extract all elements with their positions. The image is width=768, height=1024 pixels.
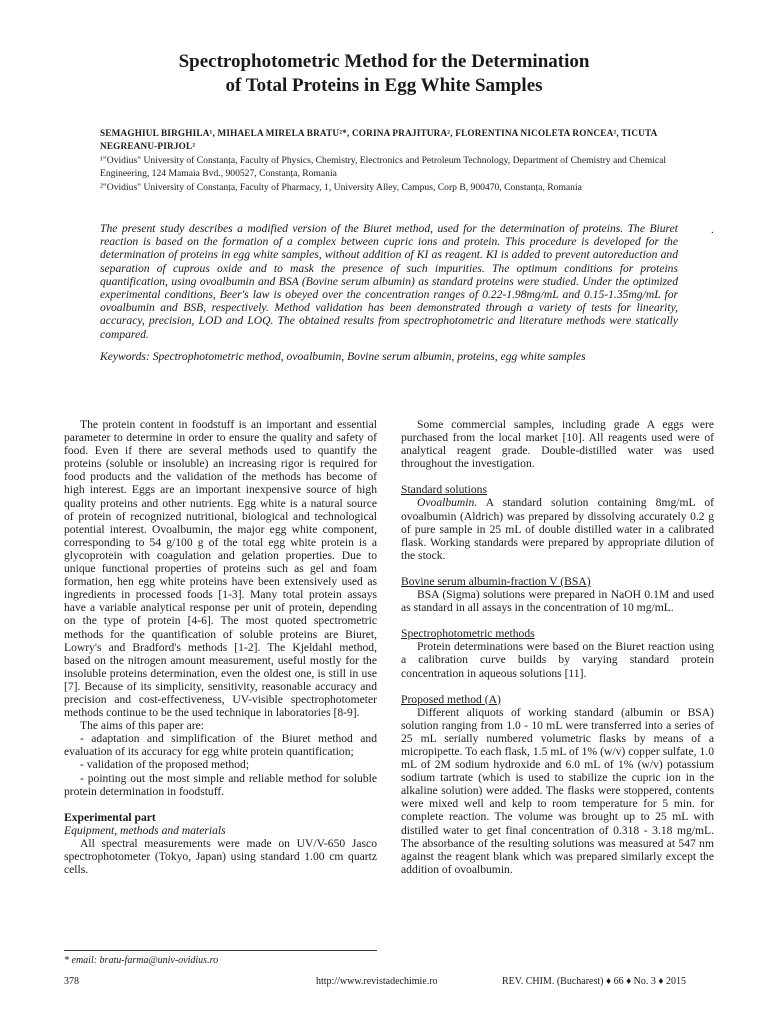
proposed-method-heading: Proposed method (A) — [401, 692, 501, 706]
intro-paragraph: The protein content in foodstuff is an important and essential parameter to determine in order to ensure the quality and safety of food. Even if there are several methods used to quantify the proteins (soluble or insoluble) an increasing rigor is required for food products and the validation of the methods has become of high interest. Eggs are an important inexpensive source of high quality proteins and other nutrients. Egg white is a natural source of protein of recognized nutritional, biological and technological potential interest. Ovoalbumin, the major egg white component, corresponding to 54 g/100 g of the total egg white protein is a glycoprotein with coagulation and gelation properties. Due to unique functional properties of proteins such as gel and foam formation, hen egg white proteins have been extensively used as ingredients in processed foods [1-3]. Many total protein assays have a variable analytical response per unit of protein, depending on the type of protein [4-6]. The most quoted spectrometric methods for the quantification of soluble proteins are Biuret, Lowry's and Bradford's methods [1-2]. The Kjeldahl method, based on the nitrogen amount measurement, useful mostly for the insoluble proteins determination, even the oldest one, is still in use [7]. Because of its simplicity, sensitivity, reasonable accuracy and precision and cost-effectiveness, UV-visible spectrophotometer methods continue to be the used technique in laboratories [8-9]. — [64, 418, 377, 720]
footnote-divider — [64, 950, 377, 951]
title-line-2: of Total Proteins in Egg White Samples — [225, 75, 543, 96]
footnote-email: * email: bratu-farma@univ-ovidius.ro — [64, 955, 219, 966]
aim-item-2: - validation of the proposed method; — [80, 758, 250, 772]
proposed-method-paragraph: Different aliquots of working standard (albumin or BSA) solution ranging from 1.0 - 10 mL were transferred into a series of 25 mL serially numbered volumetric flasks by means of a micropipette. To each flask, 1.5 mL of 1% (w/v) copper sulfate, 1.0 mL of 2M sodium hydroxide and 6.0 mL of 1% (w/v) potassium sodium tartrate (which is used to stabilize the cupric ion in the alkaline solution) were added. The flasks were stoppered, contents were mixed well and kelp to room temperature for 5 min. for complete reaction. The volume was brought up to 25 mL with distilled water to get final concentration of 0.318 - 3.18 mg/mL. The absorbance of the resulting solutions was measured at 547 nm against the reagent blank which was prepared similarly except the addition of ovoalbumin. — [401, 705, 714, 876]
aim-item-3: - pointing out the most simple and reliable method for soluble protein determination in foodstuff. — [64, 771, 377, 798]
affiliation-2: ²"Ovidius" University of Constanța, Faculty of Pharmacy, 1, University Alley, Campus, Corp B, 900470, Constanța, Romania — [100, 182, 582, 193]
aims-intro: The aims of this paper are: — [80, 719, 204, 733]
ovoalbumin-label: Ovoalbumin. — [417, 496, 478, 510]
bsa-paragraph: BSA (Sigma) solutions were prepared in NaOH 0.1M and used as standard in all assays in the concentration of 10 mg/mL. — [401, 588, 714, 615]
right-column — [401, 418, 714, 876]
equipment-paragraph: All spectral measurements were made on UV/V-650 Jasco spectrophotometer (Tokyo, Japan) using standard 1.00 cm quartz cells. — [64, 836, 377, 877]
author-list: SEMAGHIUL BIRGHILA¹, MIHAELA MIRELA BRATU²*, CORINA PRAJITURA², FLORENTINA NICOLETA RONCEA², TICUTA NEGREANU-PIRJOL² — [100, 128, 657, 151]
ovoalbumin-text: A standard solution containing 8mg/mL of ovoalbumin (Aldrich) was prepared by dissolving accurately 0.2 g of pure sample in 25 mL of double distilled water in a calibrated flask. Working standards were prepared by appropriate dilution of the stock. — [401, 496, 714, 562]
equipment-heading: Equipment, methods and materials — [64, 823, 226, 837]
page-number: 378 — [64, 976, 79, 987]
left-column — [64, 418, 377, 876]
journal-citation: REV. CHIM. (Bucharest) ♦ 66 ♦ No. 3 ♦ 2015 — [502, 976, 686, 987]
title-line-1: Spectrophotometric Method for the Determination — [178, 51, 590, 72]
spectrophotometric-heading: Spectrophotometric methods — [401, 627, 535, 641]
paper-title — [0, 50, 768, 98]
journal-url[interactable]: http://www.revistadechimie.ro — [316, 976, 438, 987]
abstract: The present study describes a modified version of the Biuret method, used for the determination of proteins. The Biuret reaction is based on the formation of a complex between cupric ions and protein. This procedure is developed for the determination of proteins in egg white samples, without addition of KI as reagent. KI is added to prevent autoreduction and separation of cuprous oxide and to mask the presence of such impurities. The optimum conditions for proteins quantification, using ovoalbumin and BSA (Bovine serum albumin) as standard proteins were studied. Under the optimized experimental conditions, Beer's law is obeyed over the concentration ranges of 0.22-1.98mg/mL and 0.15-1.35mg/mL for ovoalbumin and BSB, respectively. Method validation has been demonstrated through a variety of tests for linearity, accuracy, precision, LOD and LOQ. The obtained results from spectrophotometric and literature methods were statically compared. — [100, 222, 678, 341]
standard-solutions-heading: Standard solutions — [401, 483, 487, 497]
bsa-heading: Bovine serum albumin-fraction V (BSA) — [401, 574, 591, 588]
keywords: Keywords: Spectrophotometric method, ovoalbumin, Bovine serum albumin, proteins, egg white samples — [100, 350, 586, 363]
samples-paragraph: Some commercial samples, including grade A eggs were purchased from the local market [10]. All reagents used were of analytical reagent grade. Double-distilled water was used throughout the investigation. — [401, 418, 714, 471]
stray-dot: . — [711, 224, 714, 236]
experimental-heading: Experimental part — [64, 810, 156, 824]
aim-item-1: - adaptation and simplification of the Biuret method and evaluation of its accuracy for egg white protein quantification; — [64, 732, 377, 759]
ovoalbumin-paragraph — [401, 496, 714, 561]
spectrophotometric-paragraph: Protein determinations were based on the Biuret reaction using a calibration curve builds by varying standard protein concentration in aqueous solutions [11]. — [401, 640, 714, 680]
affiliation-1: ¹"Ovidius" University of Constanța, Faculty of Physics, Chemistry, Electronics and Petroleum Technology, Department of Chemistry and Chemical Engineering, 124 Mamaia Bvd., 900527, Constanța, Romania — [100, 155, 667, 179]
